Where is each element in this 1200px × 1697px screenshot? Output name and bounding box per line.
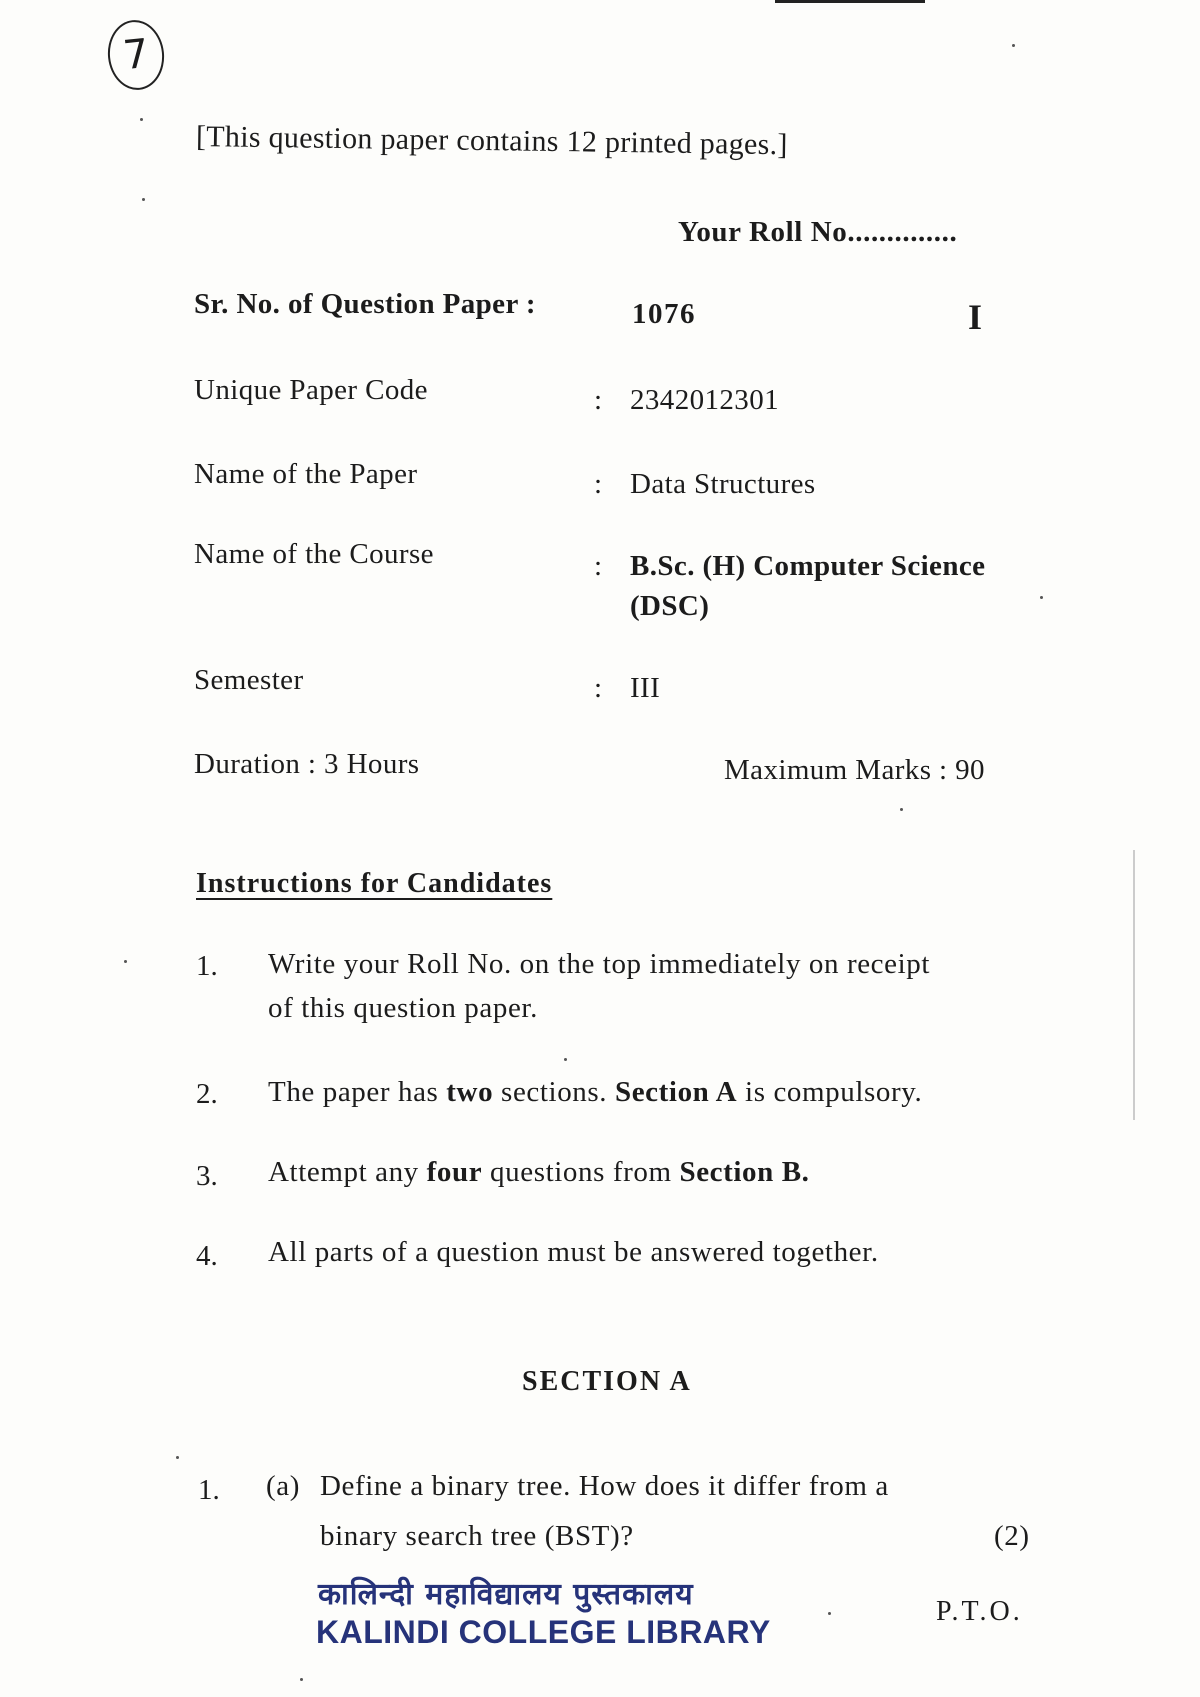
instruction-2-text: sections. — [493, 1076, 615, 1108]
question-part-label: (a) — [266, 1470, 300, 1502]
instruction-3-bold: Section B. — [679, 1156, 810, 1188]
instruction-2-text: The paper has — [268, 1076, 447, 1108]
instruction-number: 2. — [196, 1078, 218, 1110]
instructions-heading: Instructions for Candidates — [196, 868, 553, 899]
instruction-1-line2: of this question paper. — [268, 992, 538, 1024]
instruction-number: 1. — [196, 950, 218, 982]
course-name-value-line1: B.Sc. (H) Computer Science — [630, 550, 986, 582]
course-name-value-line2: (DSC) — [630, 590, 710, 622]
sr-no-label: Sr. No. of Question Paper : — [194, 288, 536, 320]
instruction-2-bold: two — [446, 1076, 494, 1108]
scan-speck — [142, 198, 145, 201]
scan-speck — [828, 1612, 831, 1615]
question-marks: (2) — [994, 1520, 1030, 1552]
question-1a-line1: Define a binary tree. How does it differ from a — [320, 1470, 889, 1502]
instruction-3-text: questions from — [482, 1156, 680, 1188]
scan-edge-line — [1133, 850, 1135, 1120]
semester-value: III — [630, 672, 661, 704]
section-heading: SECTION A — [522, 1366, 692, 1397]
paper-name-label: Name of the Paper — [194, 458, 418, 490]
scan-speck — [564, 1058, 567, 1061]
scan-speck — [124, 960, 127, 963]
paper-code-value: 2342012301 — [630, 384, 779, 416]
scan-speck — [1040, 596, 1043, 599]
paper-code-colon: : — [594, 384, 603, 416]
library-stamp-english: KALINDI COLLEGE LIBRARY — [316, 1614, 771, 1650]
roll-number-field: Your Roll No.............. — [678, 216, 958, 248]
maximum-marks: Maximum Marks : 90 — [724, 754, 985, 786]
paper-code-label: Unique Paper Code — [194, 374, 428, 406]
instruction-number: 4. — [196, 1240, 218, 1272]
please-turn-over: P.T.O. — [936, 1596, 1023, 1627]
paper-name-value: Data Structures — [630, 468, 816, 500]
semester-colon: : — [594, 672, 603, 704]
instruction-1-line1: Write your Roll No. on the top immediately on receipt — [268, 948, 931, 980]
scan-speck — [140, 118, 143, 121]
set-label: I — [968, 297, 983, 337]
course-name-colon: : — [594, 550, 603, 582]
paper-name-colon: : — [594, 468, 603, 500]
question-1a-line2: binary search tree (BST)? — [320, 1520, 634, 1552]
scan-speck — [900, 808, 903, 811]
library-stamp-hindi: कालिन्दी महाविद्यालय पुस्तकालय — [318, 1577, 694, 1612]
instruction-2-bold: Section A — [614, 1076, 738, 1108]
scan-speck — [1012, 44, 1015, 47]
sr-no-value: 1076 — [632, 298, 696, 330]
instruction-number: 3. — [196, 1160, 218, 1192]
scan-speck — [176, 1456, 179, 1459]
top-edge-mark — [775, 0, 925, 3]
page-count-note: [This question paper contains 12 printed pages.] — [195, 120, 788, 162]
instruction-3 — [268, 1156, 810, 1189]
question-number: 1. — [198, 1474, 220, 1506]
course-name-label: Name of the Course — [194, 538, 434, 570]
instruction-4: All parts of a question must be answered together. — [268, 1236, 879, 1268]
circled-page-number: 7 — [104, 17, 167, 92]
instruction-2-text: is compulsory. — [737, 1076, 923, 1108]
semester-label: Semester — [194, 664, 304, 696]
instruction-3-bold: four — [426, 1156, 483, 1188]
duration: Duration : 3 Hours — [194, 748, 420, 780]
scan-speck — [300, 1678, 303, 1681]
instruction-3-text: Attempt any — [268, 1156, 427, 1188]
instruction-2 — [268, 1076, 922, 1109]
